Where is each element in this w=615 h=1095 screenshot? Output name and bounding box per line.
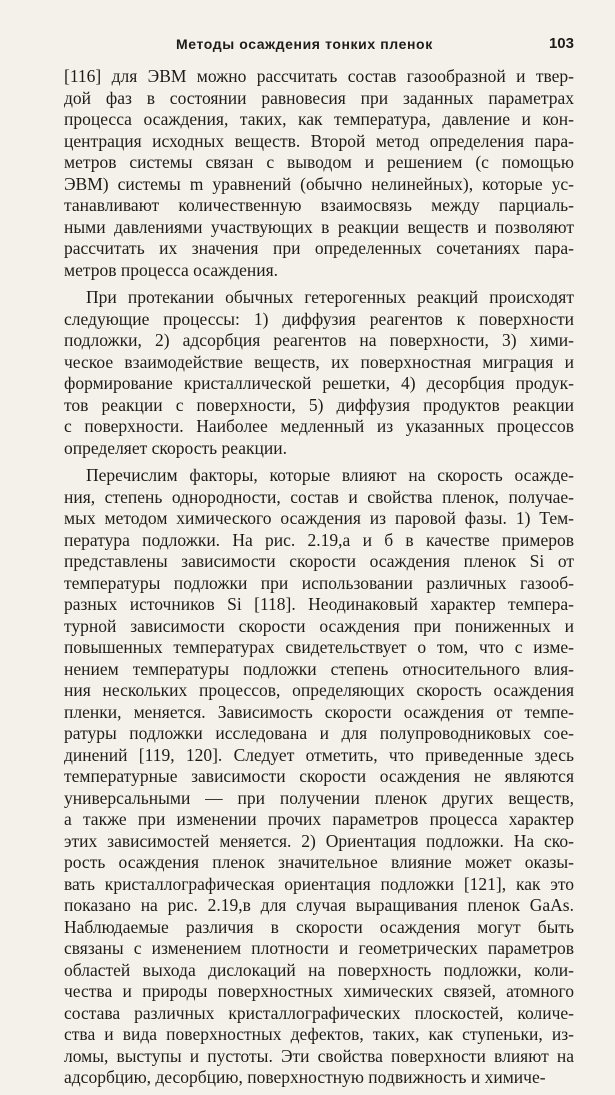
text-line: ломы, выступы и пустоты. Эти свойства поверхности влияют на bbox=[64, 1045, 574, 1066]
page-number: 103 bbox=[548, 35, 574, 52]
running-head: Методы осаждения тонких пленок bbox=[176, 36, 433, 52]
paragraph bbox=[64, 287, 574, 459]
text-line: чества и природы поверхностных химических связей, атомного bbox=[64, 981, 574, 1001]
text-line: турной зависимости скорости осаждения при пониженных и bbox=[64, 615, 574, 636]
text-line: метров процесса осаждения. bbox=[64, 259, 279, 280]
text-line: этих зависимостей меняется. 2) Ориентация подложки. На ско- bbox=[64, 830, 574, 851]
text-line: ния, степень однородности, состав и свойства пленок, получае- bbox=[64, 486, 574, 507]
text-line: рость осаждения пленок значительное влияние может оказы- bbox=[64, 852, 574, 872]
text-line: нением температуры подложки степень относительного влия- bbox=[64, 658, 574, 679]
text-line: показано на рис. 2.19,в для случая выращивания пленок GaAs. bbox=[64, 895, 574, 915]
text-line: пленки, меняется. Зависимость скорости осаждения от темпе- bbox=[64, 701, 574, 722]
text-line: центрация исходных веществ. Второй метод определения пара- bbox=[64, 130, 574, 151]
text-line: ратуры подложки исследована и для полупроводниковых сое- bbox=[64, 723, 574, 743]
text-line: состава различных кристаллографических плоскостей, количе- bbox=[64, 1002, 574, 1023]
text-line: следующие процессы: 1) диффузия реагентов к поверхности bbox=[64, 308, 574, 329]
text-line: Наблюдаемые различия в скорости осаждения могут быть bbox=[64, 916, 574, 937]
text-line: с поверхности. Наиболее медленный из указанных процессов bbox=[64, 416, 574, 436]
text-line: ческое взаимодействие веществ, их поверхностная миграция и bbox=[64, 351, 574, 372]
text-line: ными давлениями участвующих в реакции веществ и позволяют bbox=[64, 216, 574, 237]
text-line: метров системы связан с выводом и решением (с помощью bbox=[64, 152, 574, 172]
text-line: ЭВМ) системы m уравнений (обычно нелинейных), которые ус- bbox=[64, 173, 574, 194]
text-line: вать кристаллографическая ориентация подложки [121], как это bbox=[64, 873, 574, 894]
text-line: температуры подложки при использовании различных газооб- bbox=[64, 572, 574, 593]
text-line: дой фаз в состоянии равновесия при заданных параметрах bbox=[64, 87, 574, 108]
text-line: ства и вида поверхностных дефектов, таких, как ступеньки, из- bbox=[64, 1024, 574, 1044]
page-header bbox=[64, 36, 574, 58]
body-text bbox=[64, 66, 574, 1095]
text-line: процесса осаждения, таких, как температура, давление и кон- bbox=[64, 109, 574, 129]
paragraph bbox=[64, 465, 574, 1089]
text-line: температурные зависимости скорости осаждения не являются bbox=[64, 766, 574, 786]
text-line: динений [119, 120]. Следует отметить, что приведенные здесь bbox=[64, 744, 574, 765]
text-line: мых методом химического осаждения из паровой фазы. 1) Тем- bbox=[64, 508, 574, 528]
text-line: пература подложки. На рис. 2.19,а и б в качестве примеров bbox=[64, 529, 574, 550]
text-line: адсорбцию, десорбцию, поверхностную подвижность и химиче- bbox=[64, 1067, 546, 1087]
text-line: формирование кристаллической решетки, 4) десорбция продук- bbox=[64, 373, 574, 393]
text-line: тов реакции с поверхности, 5) диффузия продуктов реакции bbox=[64, 394, 574, 415]
text-line: разных источников Si [118]. Неодинаковый характер темпера- bbox=[64, 594, 574, 614]
text-line: рассчитать их значения при определенных сочетаниях пара- bbox=[64, 238, 574, 258]
text-line: универсальными — при получении пленок других веществ, bbox=[64, 787, 574, 808]
text-line: танавливают количественную взаимосвязь между парциаль- bbox=[64, 195, 574, 215]
text-line: [116] для ЭВМ можно рассчитать состав газообразной и твер- bbox=[64, 66, 574, 86]
text-line: При протекании обычных гетерогенных реакций происходят bbox=[86, 287, 574, 307]
text-line: ния нескольких процессов, определяющих скорость осаждения bbox=[64, 680, 574, 700]
text-line: областей выхода дислокаций на поверхность подложки, коли- bbox=[64, 959, 574, 980]
text-line: повышенных температурах свидетельствует о том, что с изме- bbox=[64, 637, 574, 657]
text-line: а также при изменении прочих параметров процесса характер bbox=[64, 809, 574, 829]
text-line: связаны с изменением плотности и геометрических параметров bbox=[64, 938, 574, 958]
text-line: определяет скорость реакции. bbox=[64, 437, 287, 458]
text-line: представлены зависимости скорости осаждения пленок Si от bbox=[64, 551, 574, 571]
text-line: Перечислим факторы, которые влияют на скорость осажде- bbox=[86, 465, 574, 485]
paragraph bbox=[64, 66, 574, 281]
text-line: подложки, 2) адсорбция реагентов на поверхности, 3) хими- bbox=[64, 330, 574, 350]
